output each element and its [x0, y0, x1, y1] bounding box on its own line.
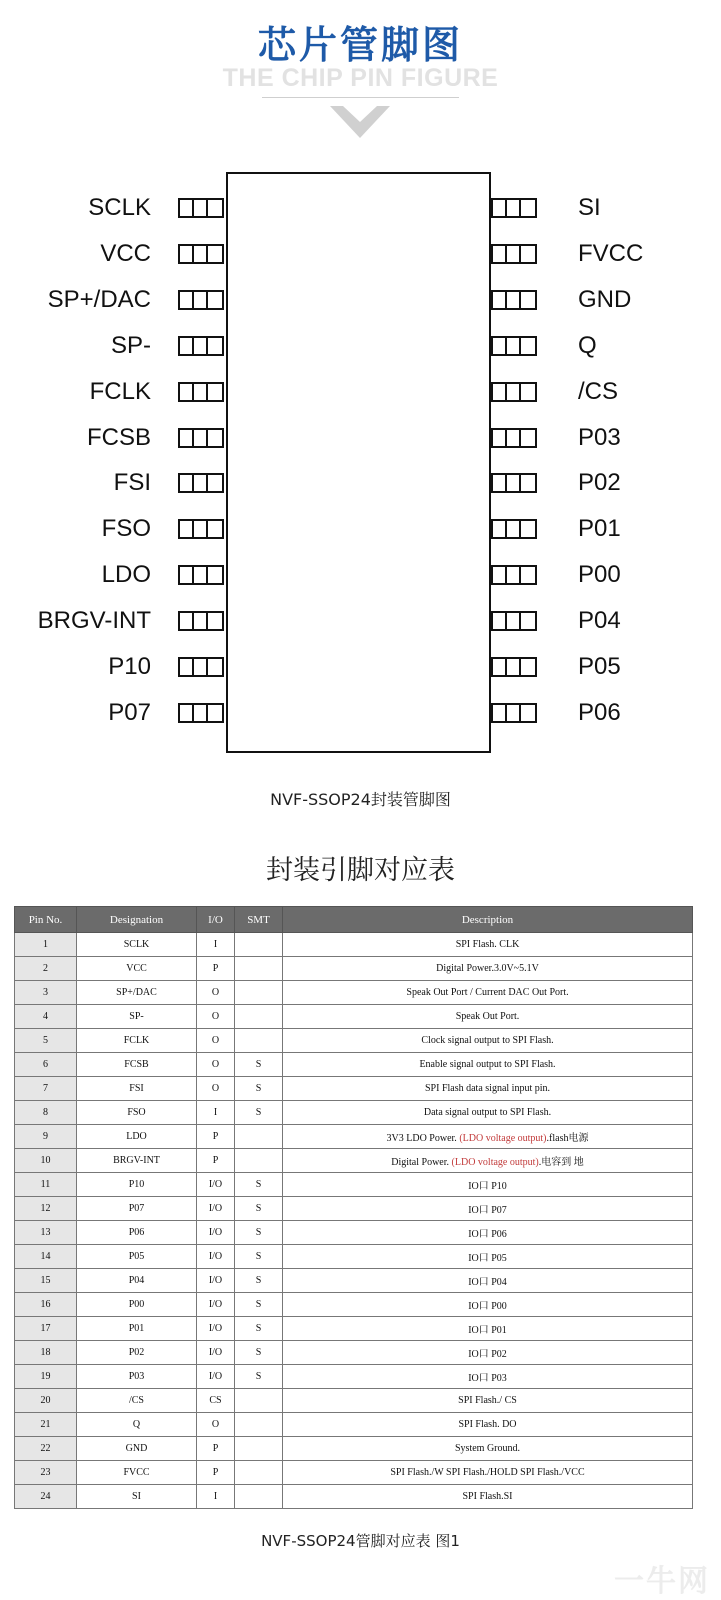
- pin-no-cell: 4: [15, 1005, 77, 1029]
- table-caption: NVF-SSOP24管脚对应表 图1: [261, 1532, 460, 1550]
- smt-cell: S: [235, 1197, 283, 1221]
- io-cell: I/O: [197, 1365, 235, 1389]
- description-cell: 3V3 LDO Power. (LDO voltage output).flash电源: [283, 1125, 693, 1149]
- pin-no-cell: 15: [15, 1269, 77, 1293]
- io-cell: P: [197, 1437, 235, 1461]
- table-row: [15, 933, 693, 957]
- table-row: [15, 1461, 693, 1485]
- watermark-logo: 一牛网: [614, 1565, 710, 1598]
- header-pin-no: Pin No.: [15, 907, 77, 933]
- header-designation: Designation: [77, 907, 197, 933]
- table-row: [15, 957, 693, 981]
- chevron-down-icon: [330, 106, 390, 140]
- table-row: [15, 1245, 693, 1269]
- pin-right-12: [0, 698, 721, 726]
- description-cell: IO口 P01: [283, 1317, 693, 1341]
- smt-cell: [235, 1413, 283, 1437]
- pin-label: FSO: [101, 515, 151, 543]
- io-cell: O: [197, 1005, 235, 1029]
- smt-cell: S: [235, 1173, 283, 1197]
- io-cell: I/O: [197, 1245, 235, 1269]
- io-cell: I: [197, 1485, 235, 1509]
- description-cell: SPI Flash.SI: [283, 1485, 693, 1509]
- pin-label: SP-: [110, 331, 151, 359]
- description-cell: IO口 P03: [283, 1365, 693, 1389]
- smt-cell: [235, 957, 283, 981]
- pin-no-cell: 10: [15, 1149, 77, 1173]
- pin-no-cell: 20: [15, 1389, 77, 1413]
- pin-label: P06: [578, 698, 621, 726]
- designation-cell: FCSB: [77, 1053, 197, 1077]
- table-row: [15, 1341, 693, 1365]
- pin-label: VCC: [100, 239, 151, 267]
- table-row: [15, 1293, 693, 1317]
- designation-cell: P07: [77, 1197, 197, 1221]
- io-cell: P: [197, 1149, 235, 1173]
- table-row: [15, 1437, 693, 1461]
- pinout-caption: NVF-SSOP24封装管脚图: [270, 790, 451, 809]
- pin-no-cell: 18: [15, 1341, 77, 1365]
- pin-lead: [491, 565, 537, 585]
- pin-lead: [491, 290, 537, 310]
- designation-cell: /CS: [77, 1389, 197, 1413]
- pin-no-cell: 23: [15, 1461, 77, 1485]
- designation-cell: P00: [77, 1293, 197, 1317]
- table-row: [15, 1221, 693, 1245]
- pin-right-11: [0, 655, 721, 679]
- smt-cell: [235, 1461, 283, 1485]
- smt-cell: S: [235, 1101, 283, 1125]
- smt-cell: [235, 1485, 283, 1509]
- pin-label: LDO: [101, 561, 151, 589]
- pin-label: FCLK: [89, 377, 151, 405]
- io-cell: O: [197, 1053, 235, 1077]
- subtitle-divider: [262, 97, 459, 98]
- smt-cell: S: [235, 1317, 283, 1341]
- io-cell: O: [197, 1077, 235, 1101]
- description-cell: IO口 P02: [283, 1341, 693, 1365]
- table-title: 封装引脚对应表: [266, 855, 455, 886]
- pin-lead: [491, 198, 537, 218]
- pin-label: P00: [578, 561, 621, 589]
- table-row: [15, 1317, 693, 1341]
- pin-label: P05: [578, 653, 621, 680]
- table-row: [15, 1077, 693, 1101]
- smt-cell: S: [235, 1053, 283, 1077]
- pin-label: SI: [578, 194, 601, 221]
- description-cell: Enable signal output to SPI Flash.: [283, 1053, 693, 1077]
- smt-cell: S: [235, 1221, 283, 1245]
- io-cell: I/O: [197, 1293, 235, 1317]
- io-cell: CS: [197, 1389, 235, 1413]
- designation-cell: P05: [77, 1245, 197, 1269]
- smt-cell: S: [235, 1293, 283, 1317]
- highlight-text: (LDO voltage output): [459, 1133, 547, 1144]
- io-cell: I/O: [197, 1173, 235, 1197]
- io-cell: P: [197, 1125, 235, 1149]
- pin-label: P10: [108, 653, 151, 680]
- table-row: [15, 1269, 693, 1293]
- designation-cell: BRGV-INT: [77, 1149, 197, 1173]
- header-smt: SMT: [235, 907, 283, 933]
- table-row: [15, 1173, 693, 1197]
- table-row: [15, 1413, 693, 1437]
- pin-lead: [491, 703, 537, 723]
- pin-lead: [491, 611, 537, 631]
- io-cell: I: [197, 933, 235, 957]
- designation-cell: FSI: [77, 1077, 197, 1101]
- pin-lead: [491, 382, 537, 402]
- description-cell: IO口 P05: [283, 1245, 693, 1269]
- pin-no-cell: 17: [15, 1317, 77, 1341]
- header-io: I/O: [197, 907, 235, 933]
- description-cell: IO口 P10: [283, 1173, 693, 1197]
- pin-right-5: [0, 377, 721, 405]
- pin-label: SP+/DAC: [47, 285, 151, 313]
- pin-no-cell: 11: [15, 1173, 77, 1197]
- description-cell: SPI Flash./W SPI Flash./HOLD SPI Flash./VCC: [283, 1461, 693, 1485]
- pin-right-6: [0, 423, 721, 451]
- smt-cell: [235, 981, 283, 1005]
- pin-label: FVCC: [578, 239, 644, 267]
- io-cell: I: [197, 1101, 235, 1125]
- pin-no-cell: 9: [15, 1125, 77, 1149]
- designation-cell: P04: [77, 1269, 197, 1293]
- description-cell: SPI Flash./ CS: [283, 1389, 693, 1413]
- pin-no-cell: 24: [15, 1485, 77, 1509]
- pin-lead: [491, 657, 537, 677]
- pin-right-7: [0, 471, 721, 495]
- description-cell: Clock signal output to SPI Flash.: [283, 1029, 693, 1053]
- pin-right-2: [0, 239, 721, 267]
- pin-right-10: [0, 609, 721, 633]
- pin-right-9: [0, 563, 721, 587]
- table-row: [15, 1029, 693, 1053]
- pin-label: BRGV-INT: [37, 607, 151, 635]
- io-cell: I/O: [197, 1221, 235, 1245]
- designation-cell: GND: [77, 1437, 197, 1461]
- io-cell: I/O: [197, 1197, 235, 1221]
- pin-no-cell: 22: [15, 1437, 77, 1461]
- table-row: [15, 1053, 693, 1077]
- designation-cell: Q: [77, 1413, 197, 1437]
- table-row: [15, 1125, 693, 1149]
- pin-label: P02: [578, 469, 621, 497]
- pin-no-cell: 14: [15, 1245, 77, 1269]
- header-description: Description: [283, 907, 693, 933]
- designation-cell: FCLK: [77, 1029, 197, 1053]
- pin-no-cell: 3: [15, 981, 77, 1005]
- table-row: [15, 1101, 693, 1125]
- pin-label: P01: [578, 515, 621, 543]
- smt-cell: S: [235, 1077, 283, 1101]
- smt-cell: [235, 933, 283, 957]
- table-row: [15, 1485, 693, 1509]
- io-cell: O: [197, 981, 235, 1005]
- pin-right-1: [0, 196, 721, 220]
- smt-cell: [235, 1149, 283, 1173]
- designation-cell: FSO: [77, 1101, 197, 1125]
- description-cell: SPI Flash data signal input pin.: [283, 1077, 693, 1101]
- pin-no-cell: 1: [15, 933, 77, 957]
- designation-cell: SCLK: [77, 933, 197, 957]
- pin-no-cell: 8: [15, 1101, 77, 1125]
- table-row: [15, 1389, 693, 1413]
- table-row: [15, 1365, 693, 1389]
- pin-lead: [491, 473, 537, 493]
- pin-no-cell: 16: [15, 1293, 77, 1317]
- pin-lead: [491, 428, 537, 448]
- designation-cell: SI: [77, 1485, 197, 1509]
- smt-cell: S: [235, 1245, 283, 1269]
- designation-cell: P02: [77, 1341, 197, 1365]
- description-cell: IO口 P06: [283, 1221, 693, 1245]
- pin-lead: [491, 519, 537, 539]
- pin-label: SCLK: [88, 194, 151, 221]
- smt-cell: [235, 1125, 283, 1149]
- io-cell: I/O: [197, 1317, 235, 1341]
- table-row: [15, 1149, 693, 1173]
- table-row: [15, 1197, 693, 1221]
- smt-cell: [235, 1005, 283, 1029]
- designation-cell: P03: [77, 1365, 197, 1389]
- io-cell: I/O: [197, 1341, 235, 1365]
- pin-no-cell: 6: [15, 1053, 77, 1077]
- designation-cell: SP+/DAC: [77, 981, 197, 1005]
- designation-cell: LDO: [77, 1125, 197, 1149]
- pin-no-cell: 12: [15, 1197, 77, 1221]
- table-header-row: [15, 907, 693, 933]
- pin-right-4: [0, 331, 721, 359]
- smt-cell: [235, 1389, 283, 1413]
- pin-right-8: [0, 517, 721, 541]
- table-row: [15, 1005, 693, 1029]
- designation-cell: SP-: [77, 1005, 197, 1029]
- description-cell: Digital Power. (LDO voltage output).电容到 地: [283, 1149, 693, 1173]
- pin-no-cell: 5: [15, 1029, 77, 1053]
- pin-label: P07: [108, 698, 151, 726]
- pin-label: P04: [578, 607, 621, 635]
- io-cell: P: [197, 1461, 235, 1485]
- pin-no-cell: 2: [15, 957, 77, 981]
- io-cell: I/O: [197, 1269, 235, 1293]
- description-cell: Speak Out Port.: [283, 1005, 693, 1029]
- pin-label: /CS: [578, 377, 619, 405]
- description-cell: IO口 P07: [283, 1197, 693, 1221]
- designation-cell: P10: [77, 1173, 197, 1197]
- pin-label: GND: [578, 285, 632, 313]
- designation-cell: VCC: [77, 957, 197, 981]
- smt-cell: [235, 1029, 283, 1053]
- description-cell: Data signal output to SPI Flash.: [283, 1101, 693, 1125]
- io-cell: O: [197, 1029, 235, 1053]
- page-title: 芯片管脚图: [257, 23, 463, 67]
- description-cell: Digital Power.3.0V~5.1V: [283, 957, 693, 981]
- pin-label: FSI: [113, 469, 151, 497]
- smt-cell: S: [235, 1365, 283, 1389]
- description-cell: System Ground.: [283, 1437, 693, 1461]
- pin-label: Q: [578, 331, 597, 359]
- designation-cell: P06: [77, 1221, 197, 1245]
- description-cell: Speak Out Port / Current DAC Out Port.: [283, 981, 693, 1005]
- smt-cell: S: [235, 1341, 283, 1365]
- description-cell: IO口 P00: [283, 1293, 693, 1317]
- smt-cell: S: [235, 1269, 283, 1293]
- designation-cell: P01: [77, 1317, 197, 1341]
- pin-no-cell: 21: [15, 1413, 77, 1437]
- io-cell: P: [197, 957, 235, 981]
- smt-cell: [235, 1437, 283, 1461]
- pin-no-cell: 13: [15, 1221, 77, 1245]
- page-subtitle: THE CHIP PIN FIGURE: [222, 64, 499, 92]
- io-cell: O: [197, 1413, 235, 1437]
- table-row: [15, 981, 693, 1005]
- description-cell: SPI Flash. CLK: [283, 933, 693, 957]
- pin-right-3: [0, 285, 721, 313]
- pin-lead: [491, 244, 537, 264]
- pin-no-cell: 19: [15, 1365, 77, 1389]
- pin-label: FCSB: [86, 423, 151, 451]
- designation-cell: FVCC: [77, 1461, 197, 1485]
- pin-no-cell: 7: [15, 1077, 77, 1101]
- pin-label: P03: [578, 423, 621, 451]
- description-cell: IO口 P04: [283, 1269, 693, 1293]
- table-body: [15, 933, 693, 1509]
- pin-lead: [491, 336, 537, 356]
- highlight-text: (LDO voltage output): [451, 1157, 539, 1168]
- pin-table: [14, 906, 693, 1509]
- description-cell: SPI Flash. DO: [283, 1413, 693, 1437]
